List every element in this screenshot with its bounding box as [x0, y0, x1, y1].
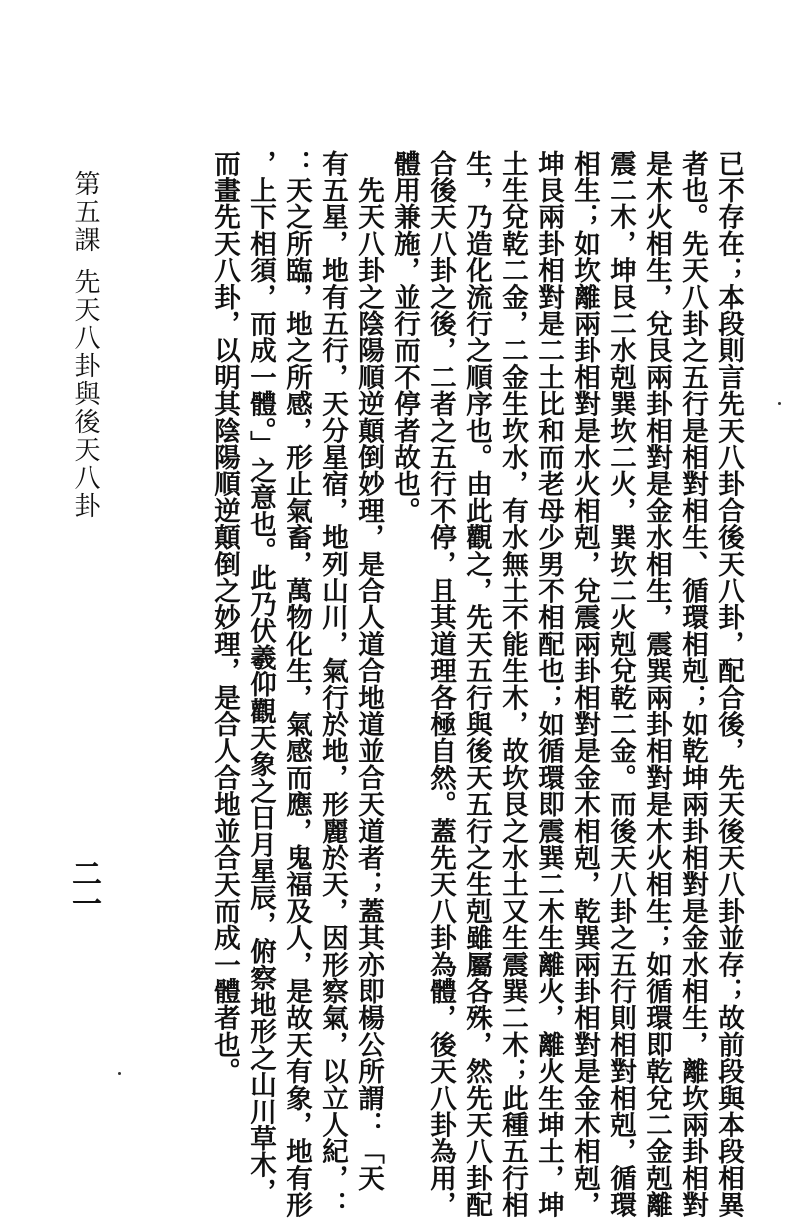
text-column-10: 體用兼施，並行而不停者故也。: [389, 150, 420, 524]
lesson-title: 先天八卦與後天八卦: [70, 268, 100, 520]
text-column-1: 已不存在；本段則言先天八卦合後天八卦，配合後，先天後天八卦並存；故前段與本段相異: [713, 150, 744, 1218]
text-column-7: 土生兌乾二金，二金生坎水，有水無土不能生木，故坎艮之水土又生震巽二木；此種五行相: [497, 150, 528, 1218]
speck-mark: [118, 1072, 121, 1075]
text-column-2: 者也。先天八卦之五行是相對相生、循環相剋；如乾坤兩卦相對是金水相生，離坎兩卦相對: [677, 150, 708, 1218]
lesson-label: 第五課: [70, 170, 100, 254]
text-column-8: 生，乃造化流行之順序也。由此觀之，先天五行與後天五行之生剋雖屬各殊，然先天八卦配: [461, 150, 492, 1218]
text-column-14: ，上下相須，而成一體。」之意也。此乃伏羲仰觀天象之日月星辰，俯察地形之山川草木，: [245, 150, 276, 1205]
text-column-6: 坤艮兩卦相對是二土比和而老母少男不相配也；如循環即震巽二木生離火，離火生坤土，坤: [533, 150, 564, 1218]
speck-mark: [778, 402, 781, 405]
text-column-4: 震二木，坤艮二水剋巽坎二火，巽坎二火剋兌乾二金。而後天八卦之五行則相對相剋，循環: [605, 150, 636, 1218]
text-column-9: 合後天八卦之後，二者之五行不停，且其道理各極自然。蓋先天八卦為體，後天八卦為用，: [425, 150, 456, 1218]
page-number: 二一: [66, 858, 101, 918]
text-column-12: 有五星，地有五行，天分星宿，地列山川，氣行於地，形麗於天，因形察氣，以立人紀，：: [317, 150, 348, 1218]
text-column-3: 是木火相生，兌艮兩卦相對是金水相生，震巽兩卦相對是木火相生；如循環即乾兌二金剋離: [641, 150, 672, 1218]
text-column-15: 而畫先天八卦，以明其陰陽順逆顛倒之妙理，是合人合地並合天而成一體者也。: [209, 150, 240, 1085]
text-column-11: 先天八卦之陰陽順逆顛倒妙理，是合人道合地道並合天道者；蓋其亦即楊公所謂：「天: [353, 150, 384, 1192]
text-column-13: ：天之所臨，地之所感，形止氣畜，萬物化生，氣感而應，鬼福及人，是故天有象，地有形: [281, 150, 312, 1218]
text-column-5: 相生；如坎離兩卦相對是水火相剋，兌震兩卦相對是金木相剋，乾巽兩卦相對是金木相剋，: [569, 150, 600, 1218]
